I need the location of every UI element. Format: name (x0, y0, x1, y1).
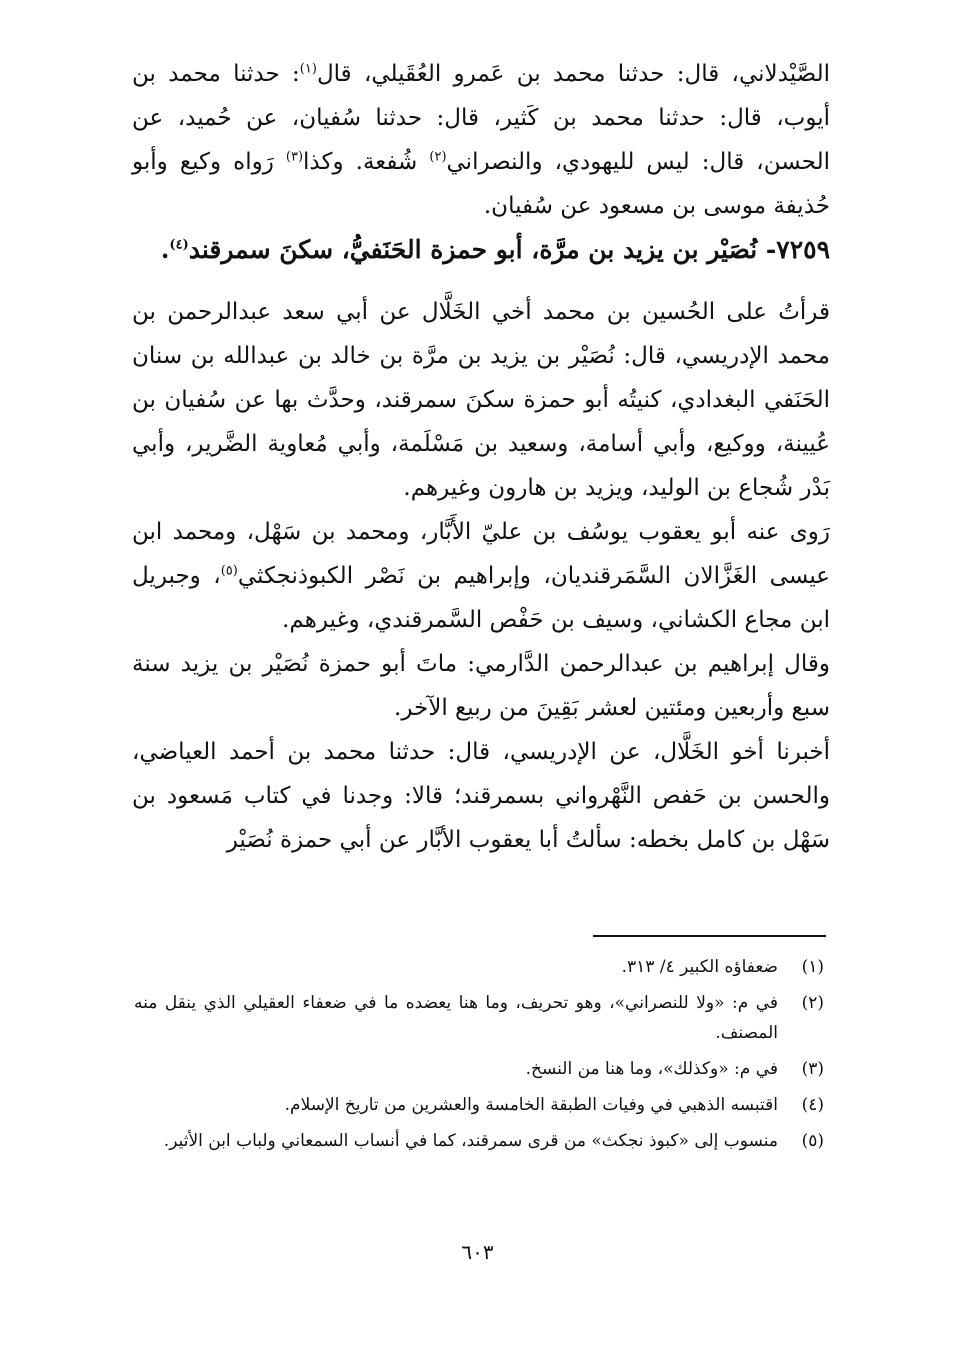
footnote-text: ضعفاؤه الكبير ٤/ ٣١٣. (621, 957, 778, 977)
footnote-number: (٢) (801, 993, 824, 1013)
footnotes (134, 952, 824, 1162)
entry-heading (132, 228, 830, 272)
footnote-text: منسوب إلى «كبوذ نجكث» من قرى سمرقند، كما في أنساب السمعاني ولباب ابن الأثير. (163, 1131, 778, 1151)
page-number: ٦٠٣ (461, 1240, 494, 1264)
footnote-number: (١) (801, 957, 824, 977)
footnote (134, 1090, 824, 1120)
footnote-ref-4: (٤) (169, 237, 189, 253)
main-text (132, 52, 830, 862)
heading-text: . (160, 235, 170, 264)
paragraph-3 (132, 510, 830, 642)
spacer (132, 272, 830, 290)
footnote (134, 988, 824, 1048)
text-run: رَواه وكيع وأبو حُذيفة موسى بن مسعود عن سُفيان. (132, 149, 830, 219)
paragraph-4: وقال إبراهيم بن عبدالرحمن الدَّارمي: ماتَ أبو حمزة نُصَيْر بن يزيد سنة سبع وأربعين ومئتين لعشر بَقِينَ من ربيع الآخر. (132, 651, 830, 721)
footnote (134, 952, 824, 982)
text-run: الصَّيْدلاني، قال: حدثنا محمد بن عَمرو العُقَيلي، قال (316, 61, 830, 87)
text-run: رَوى عنه أبو يعقوب يوسُف بن عليّ الأَبَّار، ومحمد بن سَهْل، ومحمد ابن عيسى الغَزَّالان السَّمَرقنديان، وإبراهيم بن نَصْر الكبوذنجكثي (132, 519, 830, 589)
footnote-number: (٤) (801, 1095, 824, 1115)
footnote-divider (593, 935, 826, 937)
footnote-text: اقتبسه الذهبي في وفيات الطبقة الخامسة والعشرين من تاريخ الإسلام. (284, 1095, 778, 1115)
footnote (134, 1126, 824, 1156)
footnote-ref-3: (٣) (285, 149, 304, 165)
text-run: ، وجبريل ابن مجاع الكشاني، وسيف بن حَفْص السَّمرقندي، وغيرهم. (132, 563, 830, 633)
text-run: شُفعة. وكذا (303, 149, 430, 175)
footnote-ref-2: (٢) (429, 149, 447, 165)
footnote-text: في م: «ولا للنصراني»، وهو تحريف، وما هنا يعضده ما في ضعفاء العقيلي الذي ينقل منه المصنف. (134, 993, 778, 1043)
paragraph-5: أخبرنا أخو الخَلَّال، عن الإدريسي، قال: حدثنا محمد بن أحمد العياضي، والحسن بن حَفص النَّهْرواني بسمرقند؛ قالا: وجدنا في كتاب مَسعود بن سَهْل بن كامل بخطه: سألتُ أبا يعقوب الأبَّار عن أبي حمزة نُصَيْر (132, 739, 830, 853)
heading-text: ٧٢٥٩- نُصَيْر بن يزيد بن مرَّة، أبو حمزة الحَنَفيُّ، سكنَ سمرقند (188, 235, 830, 264)
footnote-number: (٣) (801, 1059, 824, 1079)
footnote-text: في م: «وكذلك»، وما هنا من النسخ. (525, 1059, 778, 1079)
text-run: : حدثنا محمد بن أيوب، قال: حدثنا محمد بن كَثير، قال: حدثنا سُفيان، عن حُميد، عن الحسن، قال: ليس لليهودي، والنصراني (132, 61, 830, 175)
footnote-ref-1: (١) (299, 61, 317, 77)
footnote-ref-5: (٥) (220, 563, 238, 579)
paragraph-2: قرأتُ على الحُسين بن محمد أخي الخَلَّال عن أبي سعد عبدالرحمن بن محمد الإدريسي، قال: نُصَيْر بن يزيد بن مرَّة بن خالد بن عبدالله بن سنان الحَنَفي البغدادي، كنيتُه أبو حمزة سكنَ سمرقند، وحدَّث بها عن سُفيان بن عُيينة، ووكيع، وأبي أسامة، وسعيد بن مَسْلَمة، وأبي مُعاوية الضَّرير، وأبي بَدْر شُجاع بن الوليد، ويزيد بن هارون وغيرهم. (132, 299, 830, 501)
footnote (134, 1054, 824, 1084)
footnote-number: (٥) (801, 1131, 824, 1151)
paragraph-1 (132, 52, 830, 228)
